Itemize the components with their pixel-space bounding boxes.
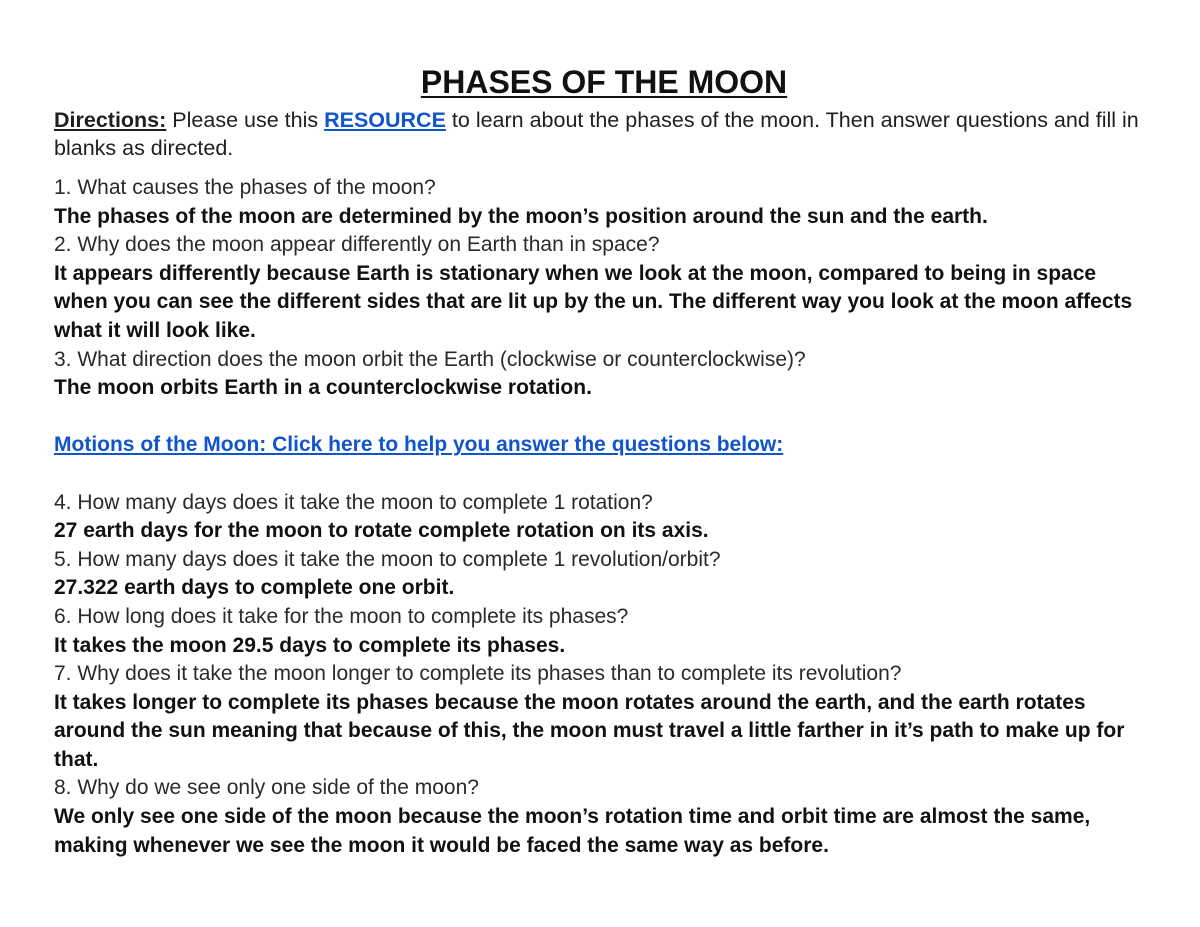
answer-4: 27 earth days for the moon to rotate complete rotation on its axis. (54, 519, 709, 543)
answer-1: The phases of the moon are determined by the moon’s position around the sun and the earth. (54, 204, 988, 228)
question-2: 2. Why does the moon appear differently on Earth than in space? (54, 233, 660, 257)
spacer (54, 460, 1154, 489)
answer-2: It appears differently because Earth is stationary when we look at the moon, compared to being in space when you can see the different sides that are lit up by the un. The different way you look at the moon affects what it will look like. (54, 261, 1133, 342)
question-6: 6. How long does it take for the moon to complete its phases? (54, 604, 629, 628)
question-1: 1. What causes the phases of the moon? (54, 176, 436, 199)
page-title: PHASES OF THE MOON (420, 64, 788, 100)
question-4: 4. How many days does it take the moon to complete 1 rotation? (54, 490, 653, 514)
directions-label: Directions: (54, 108, 167, 132)
answer-3: The moon orbits Earth in a counterclockwise rotation. (54, 376, 592, 400)
question-5: 5. How many days does it take the moon to complete 1 revolution/orbit? (54, 547, 721, 571)
question-list-2 (54, 489, 1154, 861)
answer-5: 27.322 earth days to complete one orbit. (54, 576, 455, 600)
question-8: 8. Why do we see only one side of the moon? (54, 776, 479, 800)
answer-8: We only see one side of the moon because the moon’s rotation time and orbit time are almost the same, making whenever we see the moon it would be faced the same way as before. (54, 805, 1091, 857)
answer-7: It takes longer to complete its phases because the moon rotates around the earth, and the earth rotates around the sun meaning that because of this, the moon must travel a little farther in it’s path to make up for that. (54, 690, 1125, 771)
question-3: 3. What direction does the moon orbit the Earth (clockwise or counterclockwise)? (54, 347, 806, 371)
answer-6: It takes the moon 29.5 days to complete its phases. (54, 633, 566, 657)
resource-link[interactable]: RESOURCE (324, 108, 446, 132)
spacer (54, 403, 1154, 432)
directions (54, 106, 1154, 162)
question-list-1 (54, 174, 1154, 403)
worksheet-page (54, 62, 1154, 860)
directions-text-after: to learn about the phases of the moon. Then answer questions and fill in blanks as directed. (54, 108, 1139, 160)
question-7: 7. Why does it take the moon longer to complete its phases than to complete its revolution? (54, 662, 902, 686)
directions-text-before: Please use this (166, 108, 325, 132)
motions-of-the-moon-link[interactable]: Motions of the Moon: Click here to help you answer the questions below: (54, 433, 784, 457)
